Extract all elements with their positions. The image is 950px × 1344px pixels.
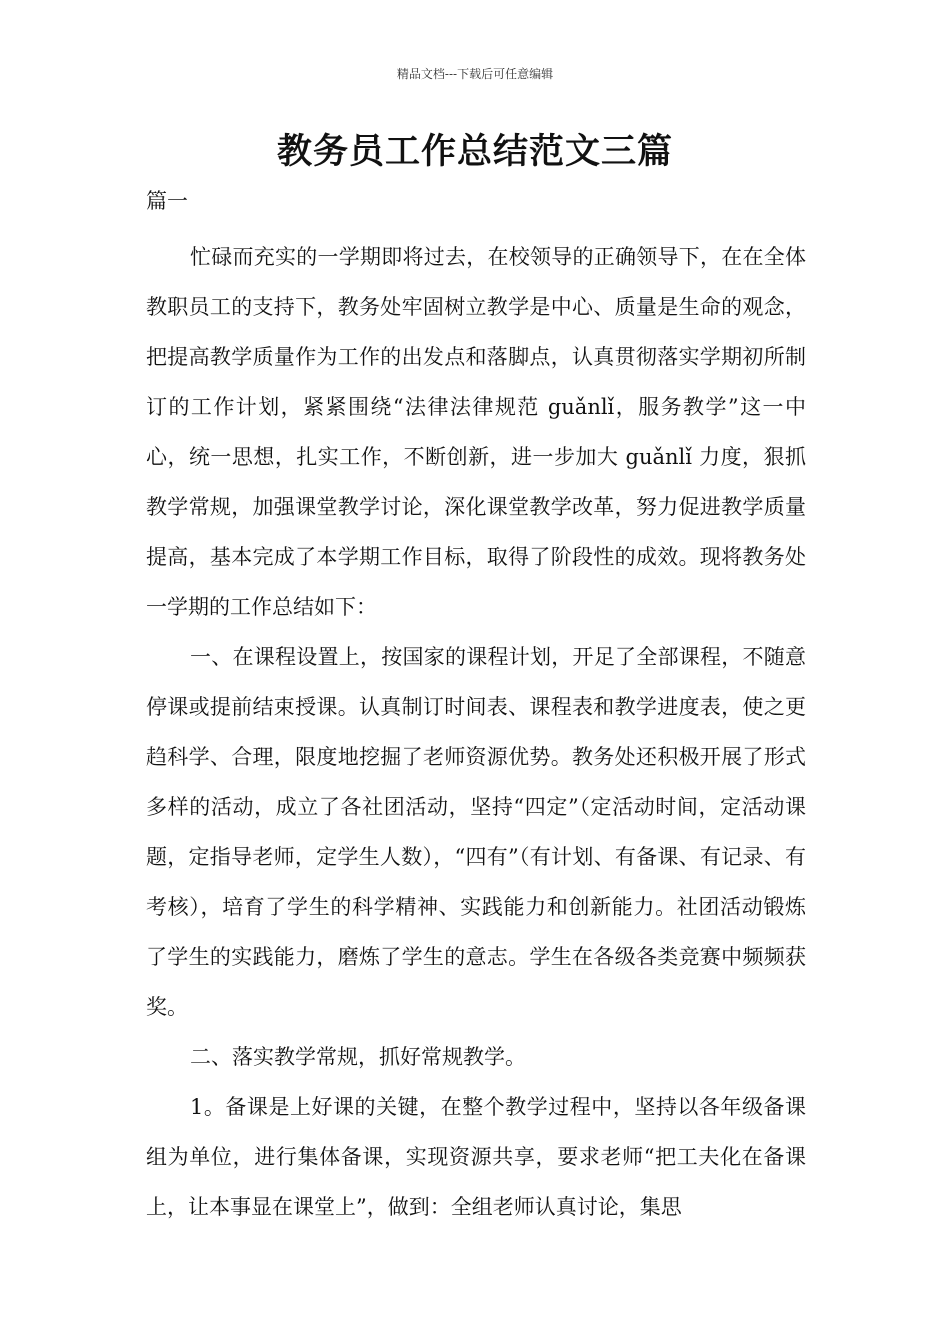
section-label: 篇一 (146, 189, 188, 213)
paragraph-lesson-prep: 1。备课是上好课的关键，在整个教学过程中，坚持以各年级备课组为单位，进行集体备课，实现资源共享，要求老师“把工夫化在备课上，让本事显在课堂上”，做到：全组老师认真讨论，集思 (146, 1095, 806, 1219)
page-header: 精品文档---下载后可任意编辑 (396, 67, 554, 81)
paragraph-curriculum: 一、在课程设置上，按国家的课程计划，开足了全部课程，不随意停课或提前结束授课。认真制订时间表、课程表和教学进度表，使之更趋科学、合理，限度地挖掘了老师资源优势。教务处还积极开展了形式多样的活动，成立了各社团活动，坚持“四定”（定活动时间，定活动课题，定指导老师，定学生人数），“四有”（有计划、有备课、有记录、有考核），培育了学生的科学精神、实践能力和创新能力。社团活动锻炼了学生的实践能力，磨炼了学生的意志。学生在各级各类竞赛中频频获奖。 (146, 645, 806, 1019)
document-title: 教务员工作总结范文三篇 (276, 131, 673, 172)
paragraph-intro: 忙碌而充实的一学期即将过去，在校领导的正确领导下，在在全体教职员工的支持下，教务处牢固树立教学是中心、质量是生命的观念，把提高教学质量作为工作的出发点和落脚点，认真贯彻落实学期初所制订的工作计划，紧紧围绕“法律法律规范 guǎnlǐ，服务教学”这一中心，统一思想，扎实工作，不断创新，进一步加大 guǎnlǐ 力度，狠抓教学常规，加强课堂教学讨论，深化课堂教学改革，努力促进教学质量提高，基本完成了本学期工作目标，取得了阶段性的成效。现将教务处一学期的工作总结如下： (146, 245, 806, 619)
paragraph-routine-heading: 二、落实教学常规，抓好常规教学。 (190, 1045, 526, 1069)
document-body (146, 183, 806, 1232)
